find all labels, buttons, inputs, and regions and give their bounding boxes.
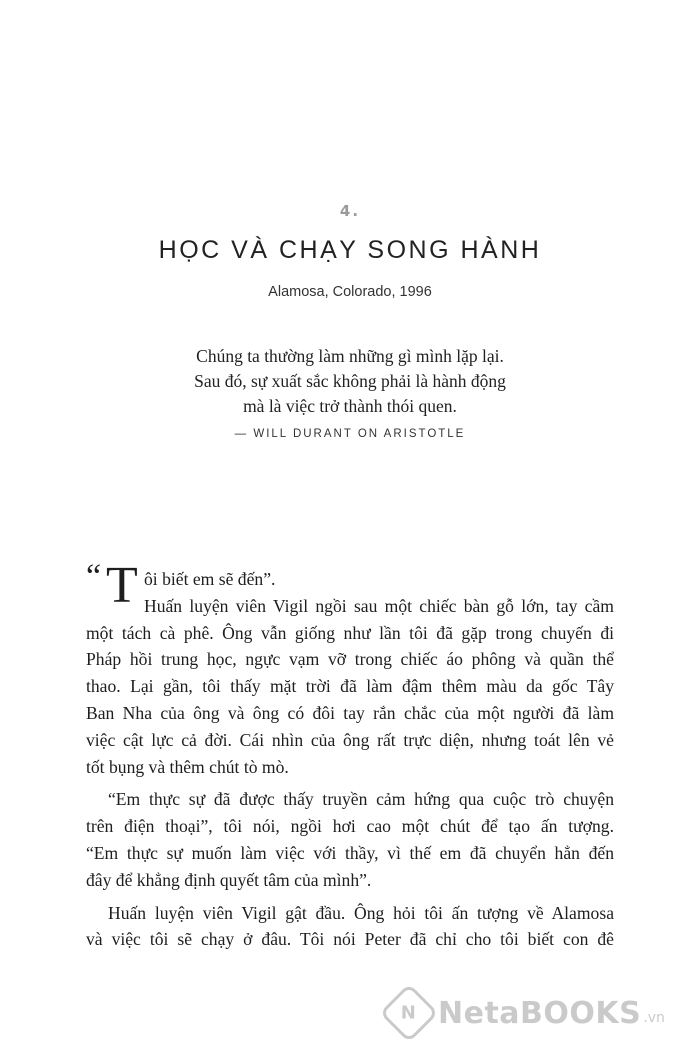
paragraph-line: “Em thực sự muốn làm việc với thầy, vì thế em đã chuyển hẳn đến	[86, 842, 614, 863]
paragraph-line: và việc tôi sẽ chạy ở đâu. Tôi nói Peter đã chỉ cho tôi biết con đê	[86, 929, 614, 950]
paragraph-line: Pháp hồi trung học, ngực vạm vỡ trong chiếc áo phông và quần thể	[86, 649, 614, 670]
netabooks-logo-icon: N	[379, 983, 438, 1042]
drop-cap: T	[106, 557, 138, 614]
epigraph	[0, 344, 700, 419]
body-text	[86, 557, 614, 953]
watermark-text: NetaBOOKS	[438, 995, 642, 1031]
open-quote: “	[86, 558, 102, 595]
paragraph-line: Huấn luyện viên Vigil ngồi sau một chiếc bàn gỗ lớn, tay cầm	[144, 595, 614, 616]
epigraph-line: mà là việc trở thành thói quen.	[243, 396, 457, 416]
paragraph-line: trên điện thoại”, tôi nói, ngồi hơi cao một chút để tạo ấn tượng.	[86, 816, 614, 837]
paragraph-2	[86, 786, 614, 893]
watermark	[388, 992, 665, 1034]
paragraph-line: một tách cà phê. Ông vẫn giống như lần tôi đã gặp trong chuyến đi	[86, 622, 614, 643]
first-line-text: ôi biết em sẽ đến”.	[144, 569, 276, 589]
paragraph-line: tốt bụng và thêm chút tò mò.	[86, 756, 289, 777]
epigraph-attribution: — WILL DURANT ON ARISTOTLE	[234, 428, 466, 440]
paragraph-line: Huấn luyện viên Vigil gật đầu. Ông hỏi tôi ấn tượng về Alamosa	[108, 902, 614, 923]
paragraph-line: Ban Nha của ông và ông có đôi tay rắn chắc của một người đã làm	[86, 702, 614, 723]
paragraph-3	[86, 900, 614, 954]
epigraph-line: Chúng ta thường làm những gì mình lặp lại.	[196, 346, 504, 366]
epigraph-line: Sau đó, sự xuất sắc không phải là hành động	[194, 371, 506, 391]
paragraph-line: đây để khẳng định quyết tâm của mình”.	[86, 869, 372, 890]
watermark-suffix: .vn	[643, 1010, 665, 1026]
chapter-subtitle: Alamosa, Colorado, 1996	[268, 284, 432, 300]
paragraph-line: “Em thực sự đã được thấy truyền cảm hứng qua cuộc trò chuyện	[108, 789, 614, 810]
paragraph-line: thao. Lại gần, tôi thấy mặt trời đã làm đậm thêm màu da gốc Tây	[86, 676, 614, 697]
chapter-title: HỌC VÀ CHẠY SONG HÀNH	[158, 236, 542, 264]
paragraph-line: việc cật lực cả đời. Cái nhìn của ông rất trực diện, nhưng toát lên vẻ	[86, 729, 614, 750]
chapter-number: 4.	[339, 202, 361, 220]
paragraph-1	[86, 593, 614, 781]
